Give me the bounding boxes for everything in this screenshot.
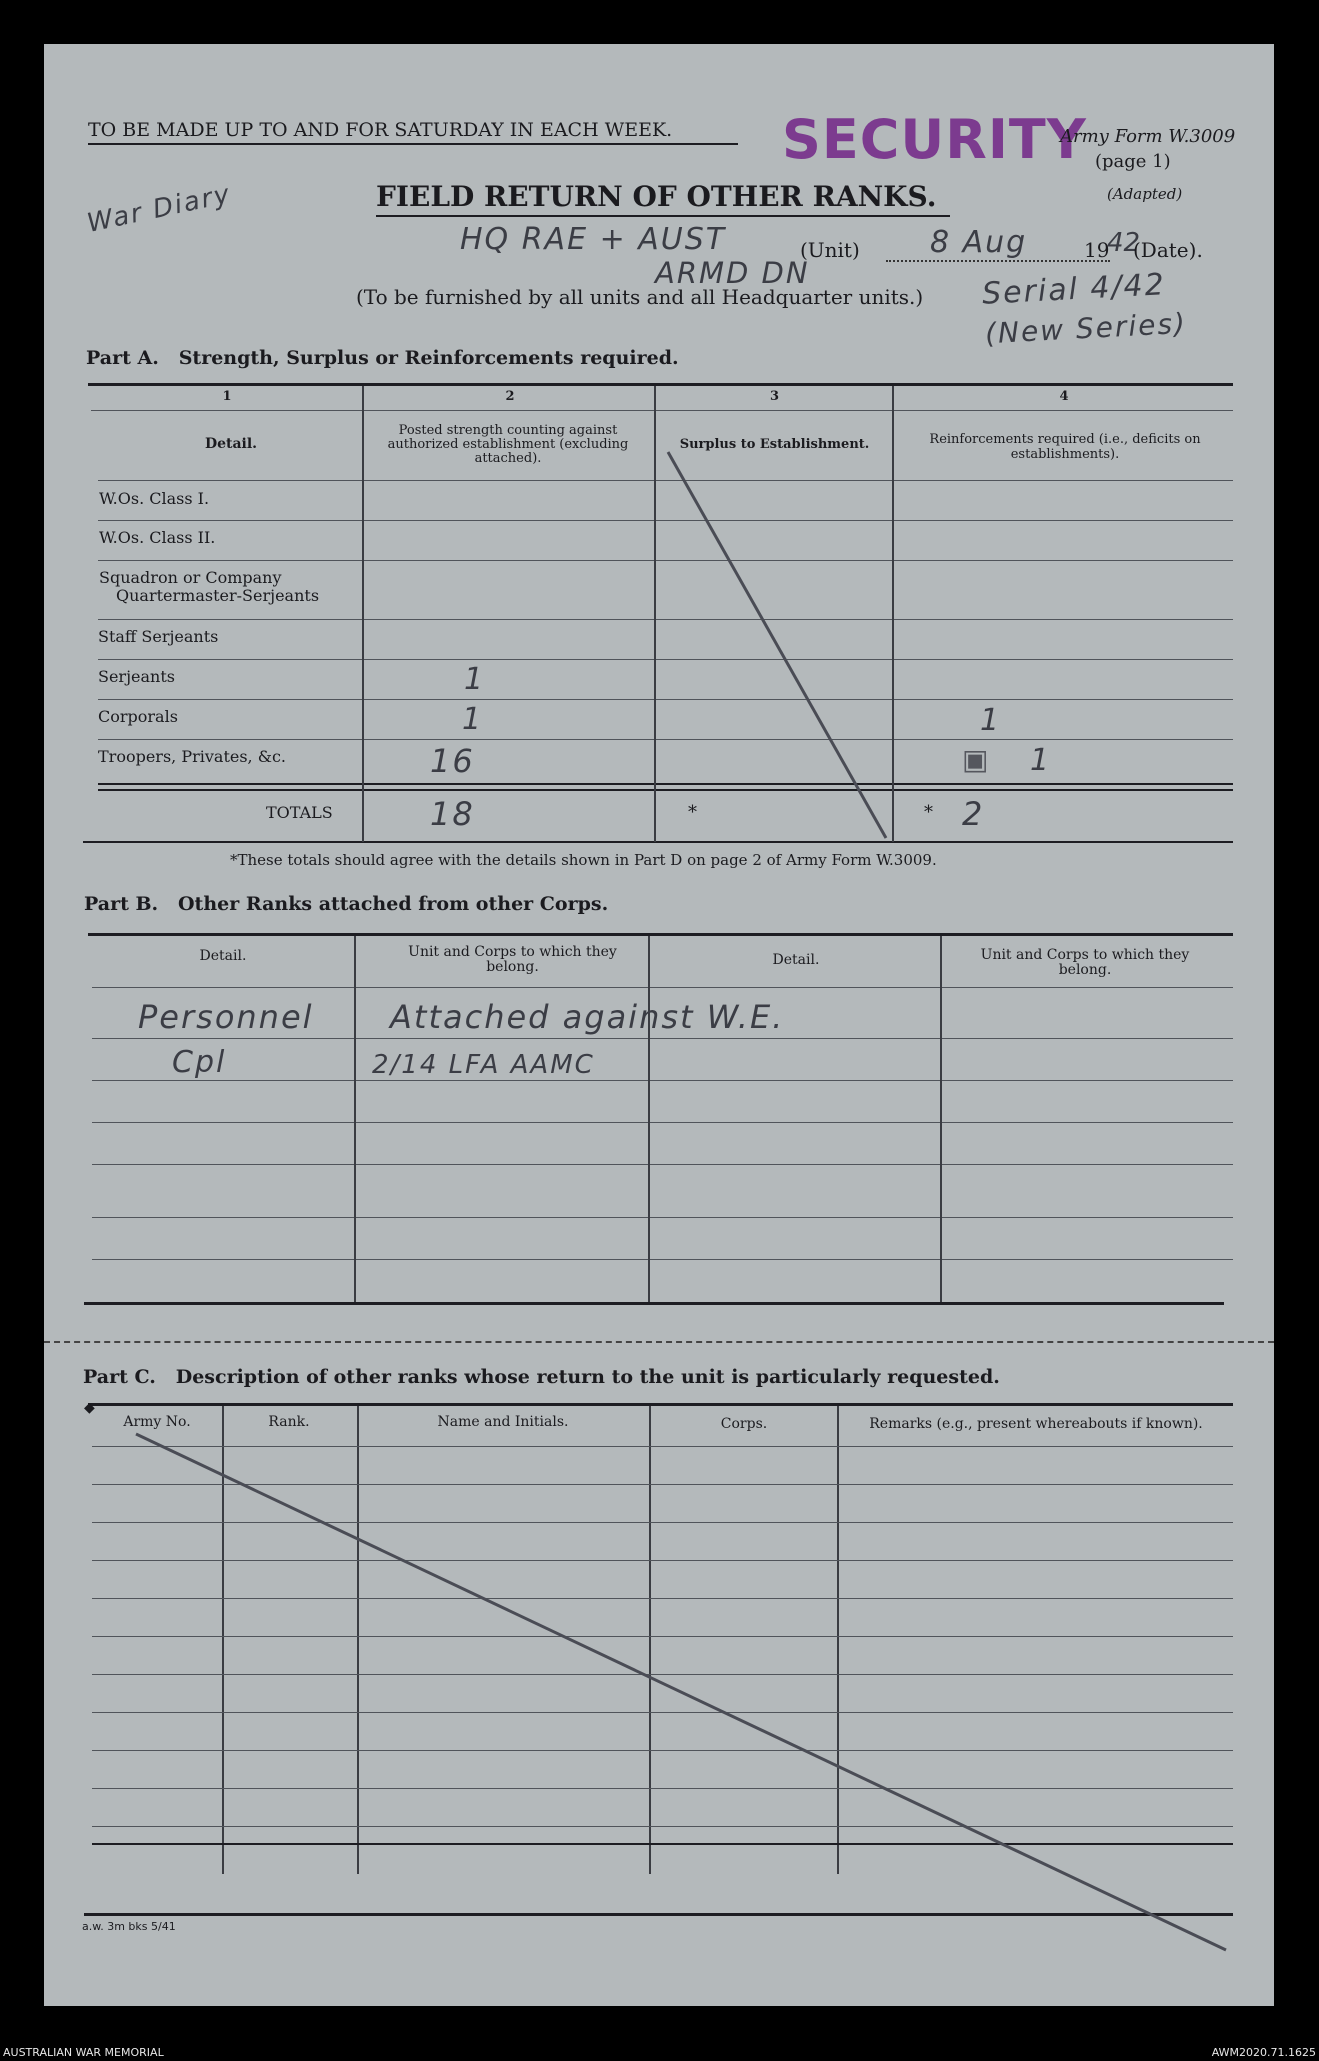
instruction-text: TO BE MADE UP TO AND FOR SATURDAY IN EACH WEEK. — [88, 119, 673, 141]
posted-totals: 18 — [430, 795, 475, 833]
col-header-reinforcements: Reinforcements required (i.e., deficits on establishments). — [929, 432, 1201, 462]
row-wo-class-1: W.Os. Class I. — [99, 489, 210, 508]
part-a-footnote: *These totals should agree with the details shown in Part D on page 2 of Army Form W.3009. — [230, 851, 937, 869]
unit-handwritten: HQ RAE + AUST — [460, 222, 727, 257]
part-c-strike — [136, 1434, 1226, 1950]
serial-note: (New Series) — [984, 306, 1188, 351]
reinf-troopers: 1 — [1030, 743, 1052, 778]
row-sqn-qms-2: Quartermaster-Serjeants — [116, 586, 320, 605]
totals-label: TOTALS — [266, 803, 333, 822]
margin-note: War Diary — [84, 179, 234, 239]
part-b-header-detail-1: Detail. — [199, 948, 247, 964]
date-year-prefix: 19 — [1084, 238, 1110, 262]
part-a-heading: Part A. Strength, Surplus or Reinforcements required. — [86, 347, 679, 369]
unit-handwritten-2: ARMD DN — [655, 256, 810, 290]
col-header-surplus: Surplus to Establishment. — [679, 437, 870, 452]
form-adapted: (Adapted) — [1107, 185, 1183, 203]
row-serjeants: Serjeants — [98, 667, 175, 686]
furnish-note: (To be furnished by all units and all Headquarter units.) — [356, 285, 924, 309]
part-b-entry2-detail: Cpl — [172, 1045, 227, 1080]
asterisk-reinf: * — [924, 802, 933, 823]
asterisk-surplus: * — [688, 802, 697, 823]
reinf-totals: 2 — [962, 795, 985, 833]
form-title: FIELD RETURN OF OTHER RANKS. — [376, 180, 937, 213]
part-b-entry2-unit: 2/14 LFA AAMC — [372, 1050, 595, 1080]
col-header-posted: Posted strength counting against authorized establishment (excluding attached). — [387, 423, 629, 466]
print-code: a.w. 3m bks 5/41 — [82, 1920, 176, 1933]
part-c-header-army-no: Army No. — [123, 1414, 191, 1430]
posted-troopers: 16 — [430, 742, 475, 780]
part-c-corner-mark: ◆ — [84, 1400, 95, 1416]
row-staff-serjeants: Staff Serjeants — [98, 627, 219, 646]
col-number-2: 2 — [505, 389, 515, 404]
part-c-heading: Part C. Description of other ranks whose return to the unit is particularly requested. — [83, 1366, 1000, 1388]
part-c-header-rank: Rank. — [268, 1414, 310, 1430]
reinf-corporals: 1 — [980, 703, 1002, 738]
part-c-header-corps: Corps. — [720, 1416, 768, 1432]
part-b-entry-detail: Personnel — [138, 998, 314, 1036]
posted-serjeants: 1 — [464, 662, 486, 697]
col-header-detail: Detail. — [204, 436, 258, 452]
row-corporals: Corporals — [98, 707, 178, 726]
row-sqn-qms: Squadron or Company — [99, 568, 282, 587]
part-b-header-unit-2: Unit and Corps to which they belong. — [980, 947, 1190, 978]
footer-left: AUSTRALIAN WAR MEMORIAL — [3, 2046, 164, 2059]
posted-corporals: 1 — [462, 702, 484, 737]
row-troopers: Troopers, Privates, &c. — [98, 747, 287, 766]
date-year-suffix: 42 — [1107, 228, 1141, 258]
date-day: 8 Aug — [930, 225, 1028, 260]
part-b-heading: Part B. Other Ranks attached from other Corps. — [84, 893, 609, 915]
security-stamp: SECURITY — [782, 108, 1087, 171]
part-c-header-remarks: Remarks (e.g., present whereabouts if known). — [869, 1416, 1203, 1432]
col-number-3: 3 — [769, 389, 780, 404]
col-number-4: 4 — [1059, 389, 1069, 404]
part-b-header-detail-2: Detail. — [772, 952, 820, 968]
part-a-surplus-strike — [668, 452, 886, 838]
form-number: Army Form W.3009 — [1060, 126, 1236, 147]
reinf-troopers-struck: ▣ — [962, 743, 991, 776]
form-page: (page 1) — [1095, 151, 1171, 172]
serial-number: Serial 4/42 — [981, 267, 1167, 312]
date-label: (Date). — [1133, 238, 1203, 262]
unit-label: (Unit) — [800, 238, 860, 262]
col-number-1: 1 — [222, 389, 232, 404]
part-b-header-unit-1: Unit and Corps to which they belong. — [408, 944, 617, 975]
part-b-entry-unit: Attached against W.E. — [390, 998, 785, 1036]
footer-right: AWM2020.71.1625 — [1211, 2046, 1316, 2059]
part-c-header-name: Name and Initials. — [437, 1414, 569, 1430]
row-wo-class-2: W.Os. Class II. — [99, 528, 216, 547]
